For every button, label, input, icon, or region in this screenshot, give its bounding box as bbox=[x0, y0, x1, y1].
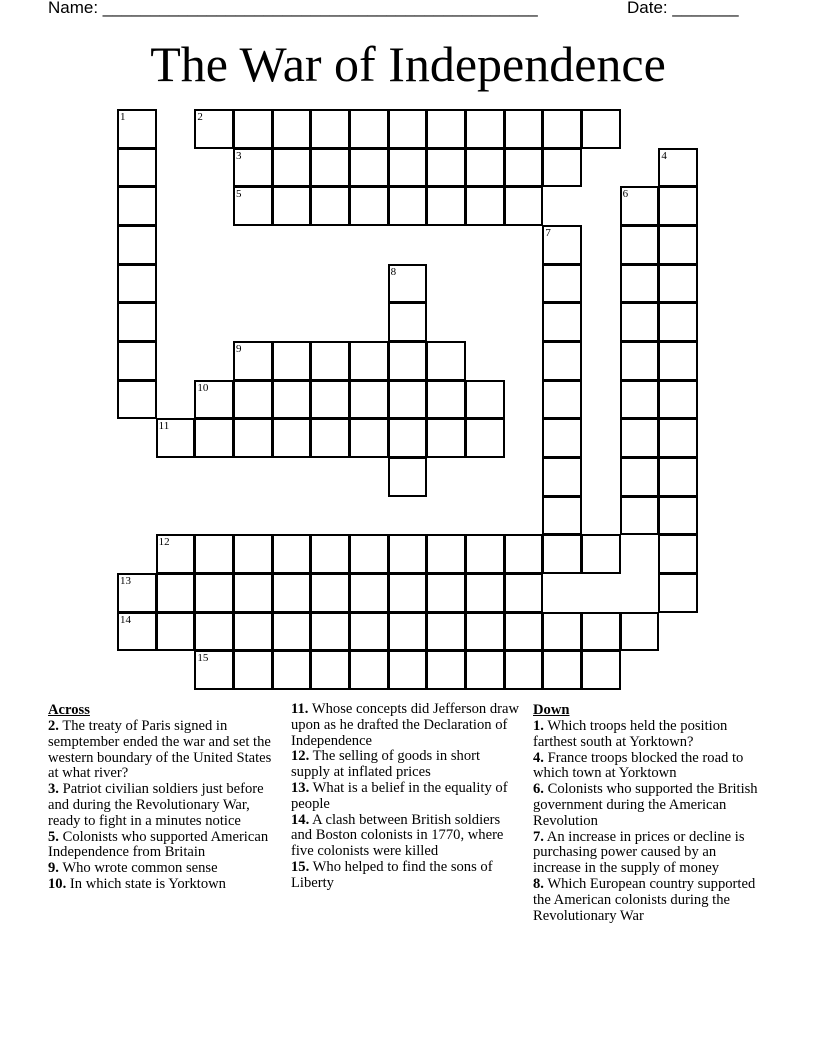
grid-cell[interactable] bbox=[233, 341, 273, 381]
grid-cell[interactable] bbox=[388, 186, 428, 226]
grid-cell[interactable] bbox=[272, 341, 312, 381]
clue-number: 15. bbox=[291, 858, 310, 875]
grid-cell[interactable] bbox=[620, 225, 660, 265]
grid-cell[interactable] bbox=[388, 650, 428, 690]
clue-number: 8. bbox=[533, 875, 544, 892]
down-heading: Down bbox=[533, 702, 570, 718]
clue-item bbox=[48, 861, 284, 877]
grid-cell[interactable] bbox=[117, 225, 157, 265]
clue-number: 5. bbox=[48, 828, 59, 845]
grid-cell[interactable] bbox=[310, 418, 350, 458]
grid-cell[interactable] bbox=[542, 109, 582, 149]
grid-cell[interactable] bbox=[542, 380, 582, 420]
clue-number: 6 bbox=[622, 188, 629, 201]
grid-cell[interactable] bbox=[620, 264, 660, 304]
grid-cell[interactable] bbox=[388, 148, 428, 188]
grid-cell[interactable] bbox=[388, 573, 428, 613]
grid-cell[interactable] bbox=[156, 534, 196, 574]
grid-cell[interactable] bbox=[310, 650, 350, 690]
clue-number: 11. bbox=[291, 701, 309, 717]
grid-cell[interactable] bbox=[542, 457, 582, 497]
grid-cell[interactable] bbox=[233, 380, 273, 420]
grid-cell[interactable] bbox=[156, 612, 196, 652]
clue-text: An increase in prices or decline is purchasing power caused by an increase in the supply of money bbox=[533, 828, 745, 877]
across-heading: Across bbox=[48, 702, 90, 718]
grid-cell[interactable] bbox=[426, 418, 466, 458]
clue-item bbox=[48, 782, 284, 829]
grid-cell[interactable] bbox=[349, 341, 389, 381]
grid-cell[interactable] bbox=[504, 109, 544, 149]
grid-cell[interactable] bbox=[504, 573, 544, 613]
grid-cell[interactable] bbox=[426, 573, 466, 613]
clue-number: 4. bbox=[533, 749, 544, 766]
grid-cell[interactable] bbox=[465, 380, 505, 420]
crossword-grid bbox=[118, 110, 698, 690]
grid-cell[interactable] bbox=[542, 264, 582, 304]
clue-text: France troops blocked the road to which town at Yorktown bbox=[533, 749, 744, 782]
grid-cell[interactable] bbox=[388, 534, 428, 574]
clue-number: 2. bbox=[48, 718, 59, 734]
grid-cell[interactable] bbox=[310, 148, 350, 188]
clue-item bbox=[533, 830, 765, 877]
grid-cell[interactable] bbox=[504, 534, 544, 574]
grid-cell[interactable] bbox=[542, 612, 582, 652]
grid-cell[interactable] bbox=[272, 650, 312, 690]
clue-number: 2 bbox=[197, 111, 203, 123]
grid-cell[interactable] bbox=[349, 534, 389, 574]
grid-cell[interactable] bbox=[426, 612, 466, 652]
clue-number: 12 bbox=[158, 536, 170, 549]
across-clues-column-continued bbox=[291, 702, 521, 892]
grid-cell[interactable] bbox=[272, 573, 312, 613]
grid-cell[interactable] bbox=[620, 418, 660, 458]
clue-text: The selling of goods in short supply at inflated prices bbox=[291, 748, 481, 781]
grid-cell[interactable] bbox=[194, 612, 234, 652]
clue-number: 13. bbox=[291, 779, 310, 796]
grid-cell[interactable] bbox=[620, 380, 660, 420]
grid-cell[interactable] bbox=[349, 650, 389, 690]
clue-number: 12. bbox=[291, 748, 310, 765]
grid-cell[interactable] bbox=[426, 650, 466, 690]
clue-number: 15 bbox=[197, 652, 209, 665]
clue-text: Colonists who supported American Independence from Britain bbox=[48, 828, 269, 861]
clue-item bbox=[533, 782, 765, 829]
grid-cell[interactable] bbox=[426, 341, 466, 381]
grid-cell[interactable] bbox=[349, 573, 389, 613]
clue-number: 1 bbox=[120, 111, 126, 123]
clue-item bbox=[48, 830, 284, 862]
grid-cell[interactable] bbox=[194, 380, 234, 420]
grid-cell[interactable] bbox=[465, 612, 505, 652]
grid-cell[interactable] bbox=[620, 457, 660, 497]
grid-cell[interactable] bbox=[117, 186, 157, 226]
grid-cell[interactable] bbox=[581, 109, 621, 149]
grid-cell[interactable] bbox=[658, 264, 698, 304]
grid-cell[interactable] bbox=[465, 148, 505, 188]
clue-item bbox=[291, 813, 521, 860]
grid-cell[interactable] bbox=[504, 186, 544, 226]
grid-cell[interactable] bbox=[349, 186, 389, 226]
grid-cell[interactable] bbox=[117, 341, 157, 381]
grid-cell[interactable] bbox=[233, 534, 273, 574]
date-field-label[interactable]: Date: _______ bbox=[627, 0, 739, 17]
grid-cell[interactable] bbox=[233, 573, 273, 613]
grid-cell[interactable] bbox=[117, 264, 157, 304]
grid-cell[interactable] bbox=[233, 612, 273, 652]
grid-cell[interactable] bbox=[658, 341, 698, 381]
grid-cell[interactable] bbox=[426, 109, 466, 149]
grid-cell[interactable] bbox=[426, 380, 466, 420]
clue-number: 8 bbox=[390, 265, 397, 278]
grid-cell[interactable] bbox=[658, 186, 698, 226]
grid-cell[interactable] bbox=[465, 573, 505, 613]
grid-cell[interactable] bbox=[388, 380, 428, 420]
grid-cell[interactable] bbox=[542, 302, 582, 342]
clue-number: 10. bbox=[48, 875, 67, 892]
grid-cell[interactable] bbox=[272, 534, 312, 574]
grid-cell[interactable] bbox=[272, 148, 312, 188]
grid-cell[interactable] bbox=[310, 612, 350, 652]
grid-cell[interactable] bbox=[117, 109, 157, 149]
clue-number: 9. bbox=[48, 860, 59, 877]
grid-cell[interactable] bbox=[117, 380, 157, 420]
clue-item bbox=[291, 781, 521, 813]
across-clues-column bbox=[48, 702, 284, 893]
grid-cell[interactable] bbox=[272, 380, 312, 420]
grid-cell[interactable] bbox=[581, 650, 621, 690]
clue-item bbox=[533, 719, 765, 751]
grid-cell[interactable] bbox=[542, 534, 582, 574]
grid-cell[interactable] bbox=[465, 650, 505, 690]
clue-number: 1. bbox=[533, 718, 544, 734]
grid-cell[interactable] bbox=[233, 650, 273, 690]
grid-cell[interactable] bbox=[233, 186, 273, 226]
clue-text: Which troops held the position farthest south at Yorktown? bbox=[533, 718, 728, 750]
grid-cell[interactable] bbox=[233, 109, 273, 149]
clue-item bbox=[533, 877, 765, 924]
name-field-label[interactable]: Name: ______________________________________________ bbox=[48, 0, 538, 17]
grid-cell[interactable] bbox=[542, 418, 582, 458]
grid-cell[interactable] bbox=[658, 302, 698, 342]
grid-cell[interactable] bbox=[581, 612, 621, 652]
clue-item bbox=[291, 702, 521, 749]
grid-cell[interactable] bbox=[620, 612, 660, 652]
grid-cell[interactable] bbox=[658, 534, 698, 574]
clue-text: Who helped to find the sons of Liberty bbox=[291, 858, 493, 891]
grid-cell[interactable] bbox=[233, 148, 273, 188]
down-clues-column bbox=[533, 702, 765, 924]
clue-text: In which state is Yorktown bbox=[66, 875, 226, 892]
grid-cell[interactable] bbox=[156, 573, 196, 613]
grid-cell[interactable] bbox=[233, 418, 273, 458]
grid-cell[interactable] bbox=[426, 148, 466, 188]
grid-cell[interactable] bbox=[310, 109, 350, 149]
grid-cell[interactable] bbox=[658, 418, 698, 458]
page-title: The War of Independence bbox=[150, 36, 666, 92]
clue-text: Patriot civilian soldiers just before and during the Revolutionary War, ready to fight in a minutes notice bbox=[48, 781, 264, 829]
grid-cell[interactable] bbox=[465, 186, 505, 226]
grid-cell[interactable] bbox=[542, 148, 582, 188]
grid-cell[interactable] bbox=[272, 612, 312, 652]
grid-cell[interactable] bbox=[542, 341, 582, 381]
grid-cell[interactable] bbox=[388, 264, 428, 304]
grid-cell[interactable] bbox=[194, 534, 234, 574]
grid-cell[interactable] bbox=[620, 496, 660, 536]
clue-number: 13 bbox=[120, 575, 131, 587]
grid-cell[interactable] bbox=[388, 457, 428, 497]
clue-number: 10 bbox=[197, 381, 209, 394]
grid-cell[interactable] bbox=[117, 302, 157, 342]
clue-text: Colonists who supported the British government during the American Revolution bbox=[533, 781, 758, 829]
grid-cell[interactable] bbox=[194, 418, 234, 458]
grid-cell[interactable] bbox=[272, 186, 312, 226]
grid-cell[interactable] bbox=[388, 109, 428, 149]
grid-cell[interactable] bbox=[310, 380, 350, 420]
clue-text: Whose concepts did Jefferson draw upon as he drafted the Declaration of Independence bbox=[291, 701, 520, 749]
grid-cell[interactable] bbox=[465, 534, 505, 574]
grid-cell[interactable] bbox=[310, 186, 350, 226]
clue-item bbox=[48, 877, 284, 893]
grid-cell[interactable] bbox=[465, 418, 505, 458]
grid-cell[interactable] bbox=[426, 186, 466, 226]
grid-cell[interactable] bbox=[349, 380, 389, 420]
grid-cell[interactable] bbox=[310, 573, 350, 613]
grid-cell[interactable] bbox=[194, 109, 234, 149]
grid-cell[interactable] bbox=[349, 418, 389, 458]
clue-number: 5 bbox=[236, 188, 242, 201]
grid-cell[interactable] bbox=[620, 186, 660, 226]
clue-text: The treaty of Paris signed in semptember ended the war and set the western boundary of the United States at what river? bbox=[48, 718, 272, 782]
header bbox=[48, 0, 768, 20]
clue-number: 11 bbox=[158, 420, 170, 433]
grid-cell[interactable] bbox=[388, 341, 428, 381]
clue-text: Which European country supported the American colonists during the Revolutionary War bbox=[533, 875, 756, 924]
clue-number: 14 bbox=[120, 613, 131, 626]
grid-cell[interactable] bbox=[194, 650, 234, 690]
grid-cell[interactable] bbox=[310, 341, 350, 381]
grid-cell[interactable] bbox=[310, 534, 350, 574]
clue-number: 6. bbox=[533, 781, 544, 798]
grid-cell[interactable] bbox=[658, 573, 698, 613]
clue-text: What is a belief in the equality of people bbox=[291, 779, 508, 812]
grid-cell[interactable] bbox=[349, 148, 389, 188]
grid-cell[interactable] bbox=[426, 534, 466, 574]
grid-cell[interactable] bbox=[542, 650, 582, 690]
grid-cell[interactable] bbox=[542, 496, 582, 536]
grid-cell[interactable] bbox=[272, 109, 312, 149]
clue-number: 3 bbox=[236, 149, 242, 162]
clue-text: A clash between British soldiers and Boston colonists in 1770, where five colonists were killed bbox=[291, 811, 504, 860]
grid-cell[interactable] bbox=[658, 380, 698, 420]
grid-cell[interactable] bbox=[388, 302, 428, 342]
clue-number: 3. bbox=[48, 781, 59, 798]
grid-cell[interactable] bbox=[620, 302, 660, 342]
grid-cell[interactable] bbox=[156, 418, 196, 458]
grid-cell[interactable] bbox=[658, 225, 698, 265]
grid-cell[interactable] bbox=[117, 148, 157, 188]
grid-cell[interactable] bbox=[388, 612, 428, 652]
grid-cell[interactable] bbox=[658, 496, 698, 536]
grid-cell[interactable] bbox=[465, 109, 505, 149]
clue-number: 14. bbox=[291, 811, 310, 828]
clue-number: 9 bbox=[236, 343, 242, 355]
grid-cell[interactable] bbox=[272, 418, 312, 458]
clue-item bbox=[291, 749, 521, 781]
clue-item bbox=[291, 860, 521, 892]
clue-number: 7. bbox=[533, 828, 544, 845]
grid-cell[interactable] bbox=[194, 573, 234, 613]
clue-number: 4 bbox=[661, 149, 667, 162]
grid-cell[interactable] bbox=[117, 612, 157, 652]
grid-cell[interactable] bbox=[388, 418, 428, 458]
clue-number: 7 bbox=[545, 227, 551, 239]
grid-cell[interactable] bbox=[581, 534, 621, 574]
grid-cell[interactable] bbox=[504, 148, 544, 188]
grid-cell[interactable] bbox=[658, 148, 698, 188]
grid-cell[interactable] bbox=[117, 573, 157, 613]
clue-text: Who wrote common sense bbox=[58, 860, 218, 877]
grid-cell[interactable] bbox=[504, 612, 544, 652]
grid-cell[interactable] bbox=[542, 225, 582, 265]
grid-cell[interactable] bbox=[349, 109, 389, 149]
grid-cell[interactable] bbox=[658, 457, 698, 497]
grid-cell[interactable] bbox=[504, 650, 544, 690]
grid-cell[interactable] bbox=[620, 341, 660, 381]
clue-item bbox=[48, 719, 284, 782]
grid-cell[interactable] bbox=[349, 612, 389, 652]
clue-item bbox=[533, 751, 765, 783]
